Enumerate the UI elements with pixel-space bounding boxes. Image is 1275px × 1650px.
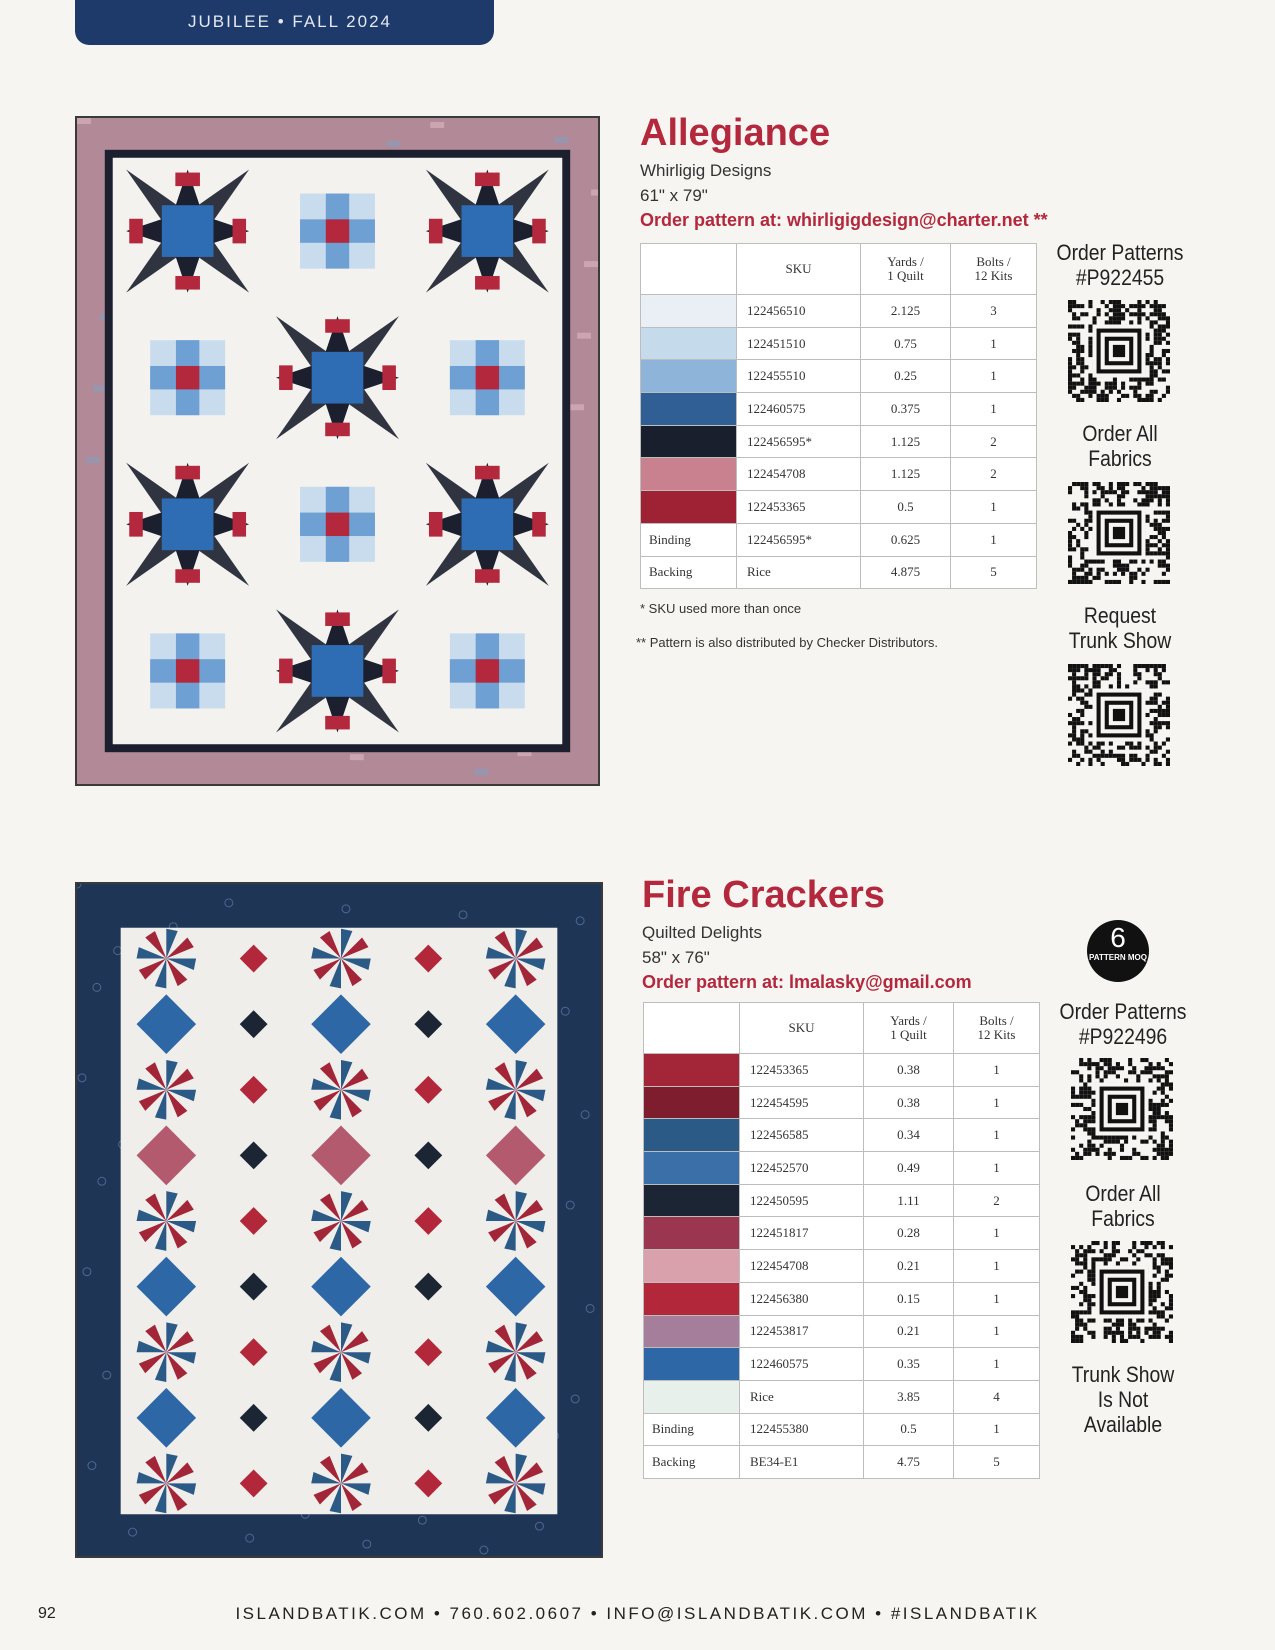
- bolts-cell: 1: [954, 1413, 1040, 1446]
- fabric-row: [644, 1054, 1040, 1087]
- allegiance-size: 61" x 79": [640, 186, 708, 205]
- allegiance-order-fabrics-label: Order All Fabrics: [1082, 421, 1158, 471]
- fabric-row: [644, 1250, 1040, 1283]
- fabric-row: [641, 556, 1037, 589]
- firecrackers-designer: Quilted Delights: [642, 923, 763, 942]
- catalog-header: JUBILEE • FALL 2024: [75, 0, 494, 45]
- fabric-row: [641, 393, 1037, 426]
- yards-cell: 0.375: [861, 393, 951, 426]
- sku-cell: 122451510: [737, 327, 861, 360]
- yards-cell: 0.5: [864, 1413, 954, 1446]
- yards-cell: 1.125: [861, 425, 951, 458]
- fabric-swatch: [641, 425, 737, 458]
- yards-cell: 0.25: [861, 360, 951, 393]
- bolts-cell: 5: [951, 556, 1037, 589]
- firecrackers-order-patterns-qr-icon[interactable]: [1071, 1058, 1173, 1160]
- allegiance-info: [640, 158, 1048, 233]
- fabric-row: [644, 1446, 1040, 1479]
- fabric-swatch: [641, 393, 737, 426]
- fabric-row: [644, 1184, 1040, 1217]
- bolts-cell: 3: [951, 295, 1037, 328]
- allegiance-designer: Whirligig Designs: [640, 161, 772, 180]
- fabric-row: [644, 1152, 1040, 1185]
- yards-cell: 0.35: [864, 1348, 954, 1381]
- sku-header: SKU: [740, 1003, 864, 1054]
- allegiance-note-sku: * SKU used more than once: [640, 601, 802, 616]
- fabric-swatch: [641, 327, 737, 360]
- sku-cell: Rice: [737, 556, 861, 589]
- sku-cell: 122453365: [737, 491, 861, 524]
- allegiance-order-link[interactable]: Order pattern at: whirligigdesign@charter.net **: [640, 210, 1048, 230]
- sku-cell: BE34-E1: [740, 1446, 864, 1479]
- bolts-cell: 2: [954, 1184, 1040, 1217]
- yards-cell: 0.38: [864, 1086, 954, 1119]
- sku-cell: 122450595: [740, 1184, 864, 1217]
- yards-cell: 2.125: [861, 295, 951, 328]
- bolts-cell: 2: [951, 425, 1037, 458]
- yards-cell: 0.21: [864, 1250, 954, 1283]
- firecrackers-order-fabrics-label: Order All Fabrics: [1085, 1181, 1161, 1231]
- allegiance-quilt-image: [75, 116, 600, 786]
- allegiance-fabric-table: [640, 243, 1037, 589]
- firecrackers-trunk-show-label: Trunk Show Is Not Available: [1071, 1362, 1175, 1437]
- fabric-swatch: [644, 1152, 740, 1185]
- moq-number: 6: [1110, 922, 1126, 953]
- bolts-cell: 1: [954, 1217, 1040, 1250]
- yards-cell: 0.5: [861, 491, 951, 524]
- fabric-swatch: [641, 360, 737, 393]
- yards-cell: 0.38: [864, 1054, 954, 1087]
- yards-cell: 0.15: [864, 1282, 954, 1315]
- fabric-swatch: [644, 1119, 740, 1152]
- yards-header: Yards / 1 Quilt: [864, 1003, 954, 1054]
- row-label: Binding: [641, 523, 737, 556]
- fabric-swatch: [644, 1348, 740, 1381]
- yards-header: Yards / 1 Quilt: [861, 244, 951, 295]
- fabric-row: [641, 327, 1037, 360]
- sku-cell: 122454708: [740, 1250, 864, 1283]
- bolts-cell: 4: [954, 1380, 1040, 1413]
- fabric-row: [644, 1086, 1040, 1119]
- fabric-swatch: [641, 458, 737, 491]
- fabric-row: [644, 1315, 1040, 1348]
- fabric-row: [644, 1348, 1040, 1381]
- yards-cell: 0.49: [864, 1152, 954, 1185]
- firecrackers-info: [642, 920, 972, 995]
- sku-cell: Rice: [740, 1380, 864, 1413]
- sku-cell: 122456585: [740, 1119, 864, 1152]
- yards-cell: 3.85: [864, 1380, 954, 1413]
- fabric-row: [644, 1413, 1040, 1446]
- bolts-header: Bolts / 12 Kits: [951, 244, 1037, 295]
- firecrackers-order-patterns-label: Order Patterns #P922496: [1059, 999, 1187, 1049]
- sku-cell: 122452570: [740, 1152, 864, 1185]
- row-label: Binding: [644, 1413, 740, 1446]
- footer-contact: ISLANDBATIK.COM • 760.602.0607 • INFO@ISLANDBATIK.COM • #ISLANDBATIK: [235, 1604, 1040, 1623]
- fabric-row: [641, 491, 1037, 524]
- sku-cell: 122454708: [737, 458, 861, 491]
- bolts-cell: 1: [954, 1282, 1040, 1315]
- fabric-swatch: [641, 491, 737, 524]
- fabric-row: [644, 1217, 1040, 1250]
- fabric-swatch: [644, 1086, 740, 1119]
- yards-cell: 4.75: [864, 1446, 954, 1479]
- sku-cell: 122455510: [737, 360, 861, 393]
- bolts-cell: 1: [954, 1315, 1040, 1348]
- yards-cell: 1.11: [864, 1184, 954, 1217]
- fabric-swatch: [644, 1315, 740, 1348]
- allegiance-order-fabrics-qr-icon[interactable]: [1068, 482, 1170, 584]
- fabric-row: [641, 360, 1037, 393]
- yards-cell: 4.875: [861, 556, 951, 589]
- fabric-swatch: [644, 1282, 740, 1315]
- row-label: Backing: [644, 1446, 740, 1479]
- row-label: Backing: [641, 556, 737, 589]
- yards-cell: 1.125: [861, 458, 951, 491]
- allegiance-order-patterns-label: Order Patterns #P922455: [1056, 240, 1184, 290]
- fabric-row: [641, 295, 1037, 328]
- sku-cell: 122460575: [740, 1348, 864, 1381]
- page-number: 92: [38, 1605, 56, 1622]
- sku-cell: 122456510: [737, 295, 861, 328]
- fabric-swatch: [641, 295, 737, 328]
- sku-cell: 122453817: [740, 1315, 864, 1348]
- bolts-cell: 5: [954, 1446, 1040, 1479]
- sku-cell: 122456595*: [737, 523, 861, 556]
- bolts-header: Bolts / 12 Kits: [954, 1003, 1040, 1054]
- moq-text: PATTERN MOQ: [1089, 953, 1147, 962]
- fabric-swatch: [644, 1184, 740, 1217]
- sku-cell: 122455380: [740, 1413, 864, 1446]
- fabric-row: [641, 458, 1037, 491]
- bolts-cell: 1: [951, 523, 1037, 556]
- allegiance-note-distributor: ** Pattern is also distributed by Checker Distributors.: [636, 635, 939, 650]
- firecrackers-size: 58" x 76": [642, 948, 710, 967]
- firecrackers-order-link[interactable]: Order pattern at: lmalasky@gmail.com: [642, 972, 972, 992]
- allegiance-trunk-show-label: Request Trunk Show: [1068, 603, 1172, 653]
- pattern-moq-badge: [1087, 920, 1149, 982]
- sku-cell: 122451817: [740, 1217, 864, 1250]
- bolts-cell: 1: [951, 491, 1037, 524]
- allegiance-trunk-show-qr-icon[interactable]: [1068, 664, 1170, 766]
- bolts-cell: 1: [954, 1250, 1040, 1283]
- sku-cell: 122456380: [740, 1282, 864, 1315]
- fabric-row: [644, 1119, 1040, 1152]
- bolts-cell: 1: [951, 360, 1037, 393]
- bolts-cell: 1: [954, 1152, 1040, 1185]
- bolts-cell: 1: [951, 327, 1037, 360]
- allegiance-order-patterns-qr-icon[interactable]: [1068, 300, 1170, 402]
- fabric-row: [644, 1380, 1040, 1413]
- yards-cell: 0.21: [864, 1315, 954, 1348]
- sku-cell: 122456595*: [737, 425, 861, 458]
- swatch-header: [641, 244, 737, 295]
- firecrackers-quilt-image: [75, 882, 603, 1558]
- fabric-swatch: [644, 1250, 740, 1283]
- sku-cell: 122460575: [737, 393, 861, 426]
- yards-cell: 0.625: [861, 523, 951, 556]
- allegiance-title: Allegiance: [640, 112, 831, 154]
- bolts-cell: 1: [954, 1054, 1040, 1087]
- bolts-cell: 1: [954, 1348, 1040, 1381]
- yards-cell: 0.28: [864, 1217, 954, 1250]
- fabric-row: [644, 1282, 1040, 1315]
- sku-cell: 122453365: [740, 1054, 864, 1087]
- fabric-swatch: [644, 1054, 740, 1087]
- bolts-cell: 1: [954, 1086, 1040, 1119]
- firecrackers-title: Fire Crackers: [642, 874, 885, 916]
- bolts-cell: 1: [951, 393, 1037, 426]
- yards-cell: 0.75: [861, 327, 951, 360]
- yards-cell: 0.34: [864, 1119, 954, 1152]
- fabric-row: [641, 425, 1037, 458]
- fabric-swatch: [644, 1380, 740, 1413]
- bolts-cell: 2: [951, 458, 1037, 491]
- swatch-header: [644, 1003, 740, 1054]
- fabric-row: [641, 523, 1037, 556]
- firecrackers-order-fabrics-qr-icon[interactable]: [1071, 1241, 1173, 1343]
- firecrackers-fabric-table: [643, 1002, 1040, 1479]
- sku-header: SKU: [737, 244, 861, 295]
- sku-cell: 122454595: [740, 1086, 864, 1119]
- fabric-swatch: [644, 1217, 740, 1250]
- bolts-cell: 1: [954, 1119, 1040, 1152]
